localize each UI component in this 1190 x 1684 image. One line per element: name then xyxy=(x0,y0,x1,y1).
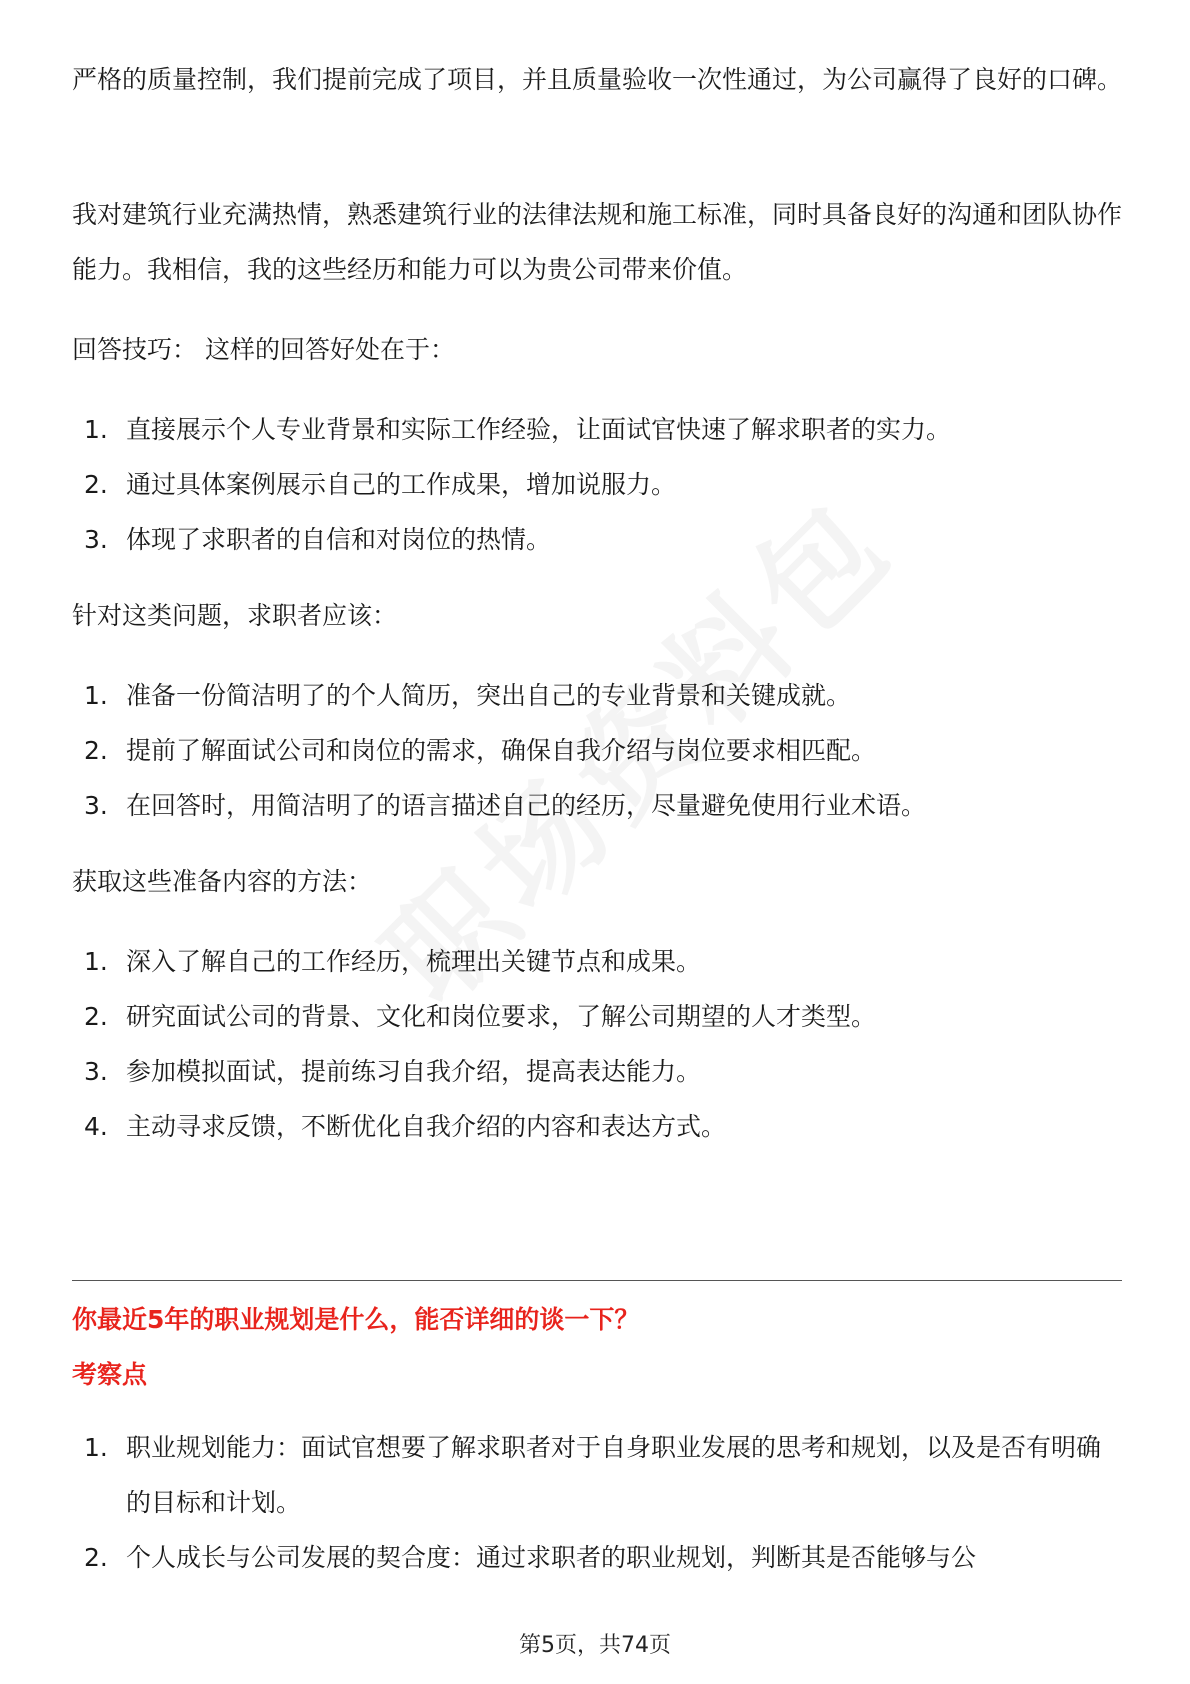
list-text: 在回答时，用简洁明了的语言描述自己的经历，尽量避免使用行业术语。 xyxy=(126,791,927,820)
list-number: 3. xyxy=(84,791,108,820)
list-number: 4. xyxy=(84,1112,108,1141)
tips-heading: 回答技巧： 这样的回答好处在于： xyxy=(72,335,455,364)
list-number: 2. xyxy=(84,736,108,765)
section-divider xyxy=(72,1280,1122,1281)
should-list xyxy=(72,668,1122,833)
list-text: 主动寻求反馈，不断优化自我介绍的内容和表达方式。 xyxy=(126,1112,727,1141)
list-item xyxy=(72,1099,1122,1154)
list-number: 1. xyxy=(84,415,108,444)
list-item xyxy=(72,1044,1122,1099)
list-text: 直接展示个人专业背景和实际工作经验，让面试官快速了解求职者的实力。 xyxy=(126,415,952,444)
methods-list xyxy=(72,934,1122,1154)
list-text: 参加模拟面试，提前练习自我介绍，提高表达能力。 xyxy=(126,1057,702,1086)
list-text: 体现了求职者的自信和对岗位的热情。 xyxy=(126,525,552,554)
list-text: 职业规划能力：面试官想要了解求职者对于自身职业发展的思考和规划，以及是否有明确的目标和计划。 xyxy=(126,1433,1102,1517)
intro-paragraph-2: 我对建筑行业充满热情，熟悉建筑行业的法律法规和施工标准，同时具备良好的沟通和团队协作能力。我相信，我的这些经历和能力可以为贵公司带来价值。 xyxy=(72,200,1123,284)
methods-heading: 获取这些准备内容的方法： xyxy=(72,867,373,896)
list-text: 准备一份简洁明了的个人简历，突出自己的专业背景和关键成就。 xyxy=(126,681,852,710)
question-points-list xyxy=(72,1420,1122,1585)
list-text: 提前了解面试公司和岗位的需求，确保自我介绍与岗位要求相匹配。 xyxy=(126,736,877,765)
list-item xyxy=(72,934,1122,989)
list-text: 通过具体案例展示自己的工作成果，增加说服力。 xyxy=(126,470,677,499)
list-number: 1. xyxy=(84,1433,108,1462)
should-heading: 针对这类问题，求职者应该： xyxy=(72,601,398,630)
list-item xyxy=(72,512,1122,567)
list-item xyxy=(72,402,1122,457)
list-item xyxy=(72,457,1122,512)
page-number: 第5页，共74页 xyxy=(519,1633,671,1658)
tips-list xyxy=(72,402,1122,567)
question-title: 你最近5年的职业规划是什么，能否详细的谈一下？ xyxy=(72,1305,640,1334)
list-text: 个人成长与公司发展的契合度：通过求职者的职业规划，判断其是否能够与公 xyxy=(126,1543,977,1572)
list-number: 1. xyxy=(84,681,108,710)
list-item xyxy=(72,723,1122,778)
list-text: 深入了解自己的工作经历，梳理出关键节点和成果。 xyxy=(126,947,702,976)
list-number: 3. xyxy=(84,1057,108,1086)
list-item xyxy=(72,668,1122,723)
list-item xyxy=(72,778,1122,833)
list-number: 1. xyxy=(84,947,108,976)
list-item xyxy=(72,1530,1122,1585)
list-item xyxy=(72,1420,1122,1530)
list-item xyxy=(72,989,1122,1044)
question-subtitle: 考察点 xyxy=(72,1360,148,1389)
intro-paragraph-1: 严格的质量控制，我们提前完成了项目，并且质量验收一次性通过，为公司赢得了良好的口碑。 xyxy=(72,65,1123,94)
list-text: 研究面试公司的背景、文化和岗位要求，了解公司期望的人才类型。 xyxy=(126,1002,877,1031)
list-number: 2. xyxy=(84,470,108,499)
list-number: 2. xyxy=(84,1543,108,1572)
list-number: 2. xyxy=(84,1002,108,1031)
list-number: 3. xyxy=(84,525,108,554)
